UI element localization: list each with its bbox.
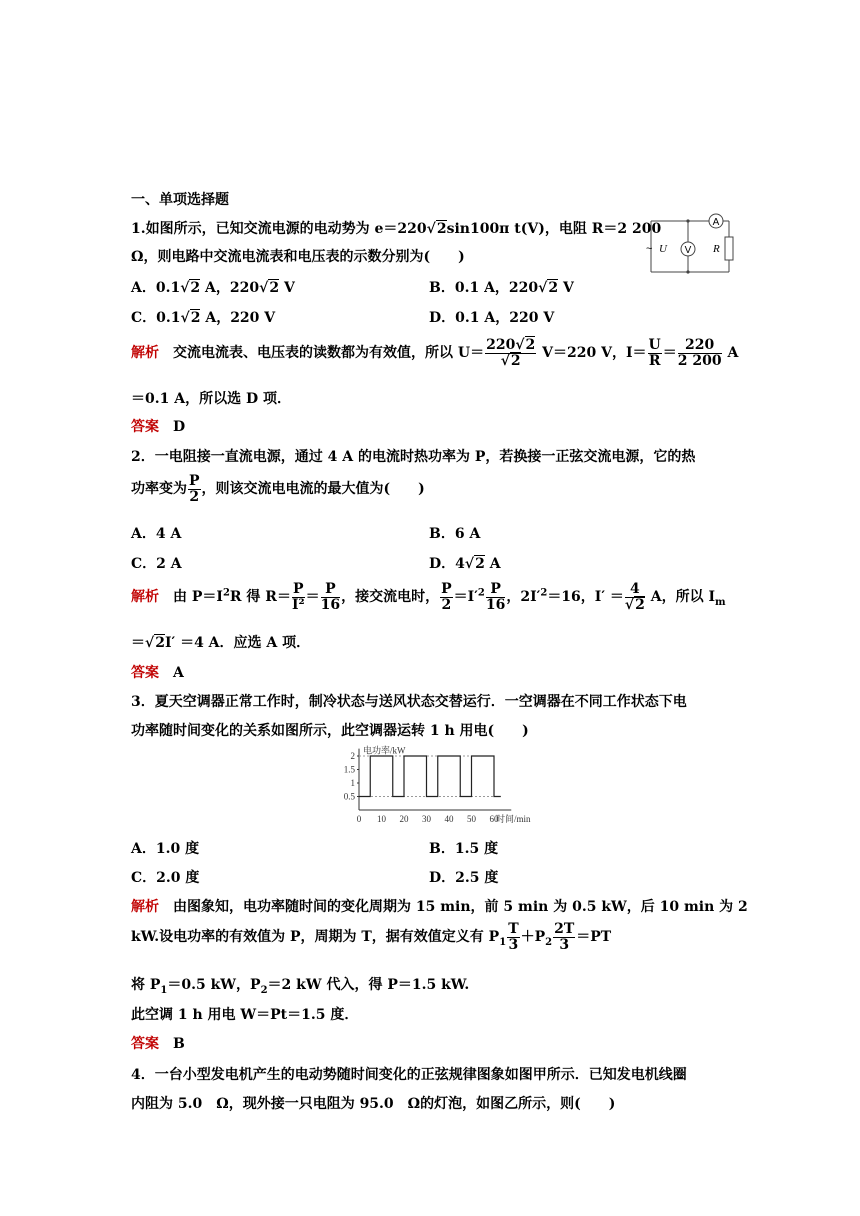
q3-stem-line-2: 功率随时间变化的关系如图所示，此空调器运转 1 h 用电( ): [131, 723, 529, 739]
q2-option-a: A．4 A: [131, 526, 182, 542]
q2-option-c: C．2 A: [131, 556, 182, 572]
q3-analysis-line-1: 解析 由图象知，电功率随时间的变化周期为 15 min，前 5 min 为 0.5 kW，后 10 min 为 2: [131, 899, 748, 915]
answer-label: 答案: [131, 665, 159, 681]
x-tick-label: 10: [377, 814, 386, 824]
x-tick-label: 50: [467, 814, 476, 824]
q1-circuit-diagram: [645, 212, 737, 276]
voltmeter-label: V: [684, 245, 692, 256]
y-tick-label: 1: [350, 778, 355, 788]
q2-analysis-line-1: 解析 由 $P=I^2R$ 得 R＝ $\frac{P}{\text{I²}}$ ＝ $\frac{P}{16}$ ，接交流电时， $\frac{P}{2}$ $=I'^2$ $\frac{P}{16}$ ，$2I'^2=16$，I′ ＝ $\frac{4}{√2}$ A，所以 $I_m$: [131, 581, 726, 613]
q1-answer: 答案 D: [131, 419, 186, 435]
fraction: $\frac{P}{2}$: [441, 581, 452, 613]
q3-answer: 答案 B: [131, 1036, 185, 1052]
analysis-label: 解析: [131, 345, 159, 362]
q3-option-a: A．1.0 度: [131, 841, 200, 857]
source-label: U: [659, 243, 667, 255]
q4-stem-line-2: 内阻为 5.0 Ω，现外接一只电阻为 95.0 Ω的灯泡，如图乙所示，则( ): [131, 1096, 616, 1112]
y-axis-label: 电功率/kW: [363, 745, 406, 756]
q1-stem-line-2: Ω，则电路中交流电流表和电压表的示数分别为( ): [131, 249, 465, 265]
y-tick-label: 1.5: [343, 764, 355, 775]
q2-answer: 答案 A: [131, 665, 184, 681]
fraction: $\frac{2T}{3}$: [554, 921, 575, 953]
fraction: $\frac{220√2}{√2}$: [486, 337, 536, 369]
q1-option-c: C．0.1√2 A，220 V: [131, 310, 276, 326]
y-tick-label: 0.5: [343, 791, 355, 802]
x-tick-label: 0: [356, 814, 362, 824]
fraction: $\frac{T}{3}$: [508, 921, 519, 953]
analysis-label: 解析: [131, 589, 159, 606]
fraction: $\frac{P}{16}$: [485, 581, 506, 613]
analysis-label: 解析: [131, 899, 159, 915]
q1-option-d: D．0.1 A，220 V: [429, 310, 555, 326]
x-tick-label: 20: [399, 814, 409, 824]
q3-option-b: B．1.5 度: [429, 841, 499, 857]
q3-analysis-line-4: 此空调 1 h 用电 W＝Pt＝1.5 度．: [131, 1007, 359, 1023]
section-heading: 一、单项选择题: [131, 192, 229, 208]
ammeter-label: A: [712, 217, 720, 228]
fraction: $\frac{4}{√2}$: [624, 581, 645, 613]
fraction: $\frac{U}{R}$: [648, 337, 661, 369]
q3-stem-line-1: 3．夏天空调器正常工作时，制冷状态与送风状态交替运行．一空调器在不同工作状态下电: [131, 694, 687, 710]
fraction: $\frac{P}{2}$: [189, 473, 200, 505]
q2-stem-line-2: 功率变为 $\frac{P}{2}$ ，则该交流电电流的最大值为( ): [131, 473, 425, 505]
q2-stem-line-1: 2．一电阻接一直流电源，通过 4 A 的电流时热功率为 P，若换接一正弦交流电源，它的热: [131, 449, 696, 465]
q1-stem-line-1: 1.如图所示，已知交流电源的电动势为 e＝220√2sin100π t(V)，电阻 R＝2 200: [131, 221, 662, 237]
q1-option-b: B．0.1 A，220√2 V: [429, 280, 574, 296]
answer-label: 答案: [131, 1036, 159, 1052]
q3-analysis-line-2: kW.设电功率的有效值为 P，周期为 T，据有效值定义有 $P_1$ $\frac{T}{3}$ $+P_2$ $\frac{2T}{3}$ ＝PT: [131, 921, 612, 953]
y-tick-label: 2: [350, 751, 355, 761]
q3-analysis-line-3: 将 $P_1=0.5$ kW，$P_2=2$ kW 代入，得 P＝1.5 kW.: [131, 977, 470, 996]
answer-label: 答案: [131, 419, 159, 435]
q1-option-a: A．0.1√2 A，220√2 V: [131, 280, 295, 296]
resistor-label: R: [713, 243, 720, 255]
fraction: $\frac{220}{2 200}$: [677, 337, 722, 369]
q2-option-b: B．6 A: [429, 526, 481, 542]
fraction: $\frac{P}{\text{I²}}$: [291, 581, 305, 613]
q4-stem-line-1: 4．一台小型发电机产生的电动势随时间变化的正弦规律图象如图甲所示．已知发电机线圈: [131, 1067, 687, 1083]
x-tick-label: 40: [444, 814, 454, 824]
q3-option-c: C．2.0 度: [131, 870, 200, 886]
x-tick-label: 60: [489, 814, 499, 824]
q2-analysis-line-2: ＝√2I′ ＝4 A．应选 A 项．: [131, 635, 311, 651]
q1-analysis-line-2: ＝0.1 A，所以选 D 项．: [131, 391, 291, 407]
ac-source-symbol: ~: [646, 243, 653, 255]
x-axis-label: 时间/min: [496, 814, 531, 824]
x-tick-label: 30: [422, 814, 431, 824]
power-series-line: [359, 756, 501, 797]
q1-analysis-line-1: 解析 交流电流表、电压表的读数都为有效值，所以 U＝ $\frac{220√2}{√2}$ V＝220 V，I＝ $\frac{U}{R}$ ＝ $\frac{220}{2 200}$ A: [131, 337, 739, 369]
q3-power-time-chart: [335, 742, 531, 828]
q2-option-d: D．4√2 A: [429, 556, 501, 572]
q3-option-d: D．2.5 度: [429, 870, 499, 886]
fraction: $\frac{P}{16}$: [320, 581, 341, 613]
